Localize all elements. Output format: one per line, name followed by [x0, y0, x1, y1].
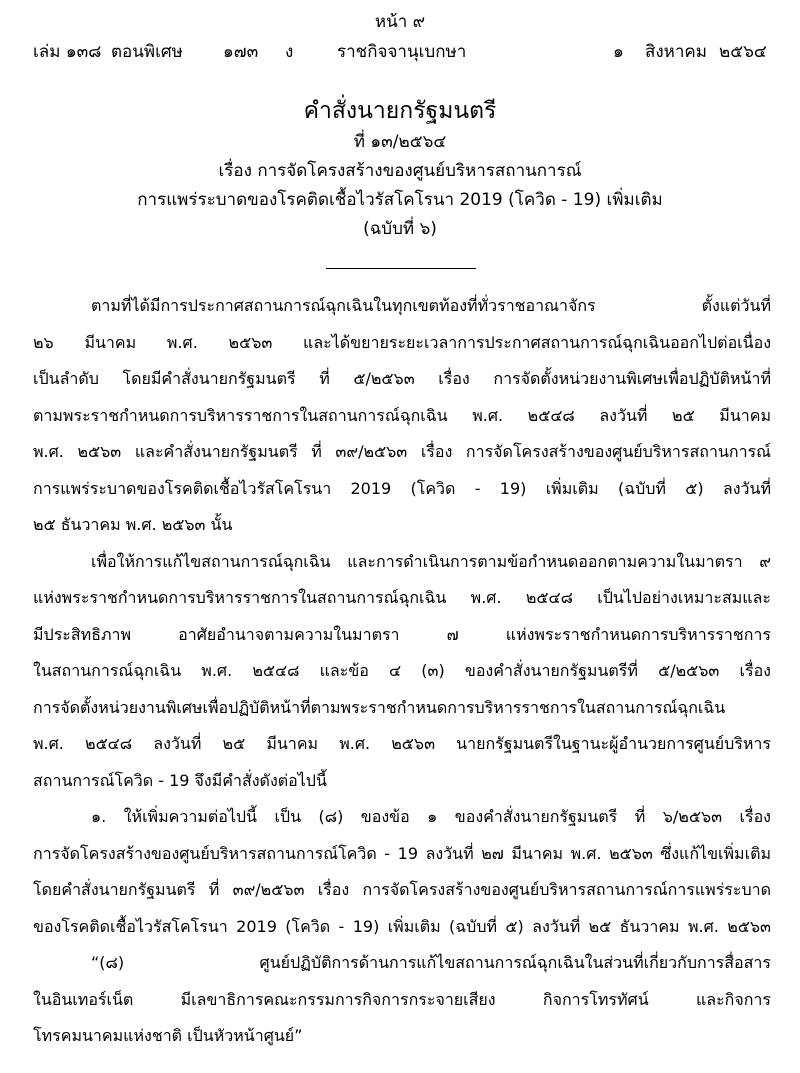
body-line: มีประสิทธิภาพ อาศัยอำนาจตามความในมาตรา ๗ แห่งพระราชกำหนดการบริหารราชการ — [33, 624, 771, 644]
body-line: พ.ศ. ๒๕๔๘ ลงวันที่ ๒๕ มีนาคม พ.ศ. ๒๕๖๓ นายกรัฐมนตรีในฐานะผู้อำนวยการศูนย์บริหาร — [33, 734, 771, 753]
body-line: ในสถานการณ์ฉุกเฉิน พ.ศ. ๒๕๔๘ และข้อ ๔ (๓) ของคำสั่งนายกรัฐมนตรีที่ ๕/๒๕๖๓ เรื่อง — [33, 661, 771, 680]
issue-section: ง — [285, 42, 294, 62]
order-title: คำสั่งนายกรัฐมนตรี — [303, 98, 497, 124]
order-subject-line-2: การแพร่ระบาดของโรคติดเชื้อไวรัสโคโรนา 2019 (โควิด - 19) เพิ่มเติม — [137, 190, 663, 210]
order-subject-line-1: เรื่อง การจัดโครงสร้างของศูนย์บริหารสถานการณ์ — [218, 161, 582, 181]
body-line: ๒๕ ธันวาคม พ.ศ. ๒๕๖๓ นั้น — [33, 515, 233, 534]
body-line: การจัดตั้งหน่วยงานพิเศษเพื่อปฏิบัติหน้าที่ตามพระราชกำหนดการบริหารราชการในสถานการณ์ฉุกเฉิน — [33, 697, 726, 717]
body-line: สถานการณ์โควิด - 19 จึงมีคำสั่งดังต่อไปนี้ — [33, 770, 327, 790]
gazette-name: ราชกิจจานุเบกษา — [337, 42, 467, 62]
body-line: โทรคมนาคมแห่งชาติ เป็นหัวหน้าศูนย์” — [33, 1026, 303, 1045]
order-title-block — [0, 94, 800, 244]
body-line: โดยคำสั่งนายกรัฐมนตรี ที่ ๓๙/๒๕๖๓ เรื่อง การจัดโครงสร้างของศูนย์บริหารสถานการณ์การแพร่ระบาด — [33, 880, 771, 899]
date-year: ๒๕๖๔ — [719, 42, 767, 62]
body-line: ของโรคติดเชื้อไวรัสโคโรนา 2019 (โควิด - 19) เพิ่มเติม (ฉบับที่ ๕) ลงวันที่ ๒๕ ธันวาคม พ.ศ. ๒๕๖๓ — [33, 916, 771, 936]
body-line: “(๘) ศูนย์ปฏิบัติการด้านการแก้ไขสถานการณ์ฉุกเฉินในส่วนที่เกี่ยวกับการสื่อสาร — [91, 953, 771, 972]
body-line: ในอินเทอร์เน็ต มีเลขาธิการคณะกรรมการกิจการกระจายเสียง กิจการโทรทัศน์ และกิจการ — [33, 989, 771, 1009]
body-line: เป็นลำดับ โดยมีคำสั่งนายกรัฐมนตรี ที่ ๕/๒๕๖๓ เรื่อง การจัดตั้งหน่วยงานพิเศษเพื่อปฏิบัติหน้าที่ — [33, 369, 771, 388]
body-line: พ.ศ. ๒๕๖๓ และคำสั่งนายกรัฐมนตรี ที่ ๓๙/๒๕๖๓ เรื่อง การจัดโครงสร้างของศูนย์บริหารสถานการณ์ — [33, 442, 771, 461]
body-line: เพื่อให้การแก้ไขสถานการณ์ฉุกเฉิน และการดำเนินการตามข้อกำหนดออกตามความในมาตรา ๙ — [91, 551, 771, 571]
date-month: สิงหาคม — [645, 42, 708, 62]
issue-number: ๑๗๓ — [223, 42, 259, 62]
running-header — [33, 38, 771, 64]
body-line: ๑. ให้เพิ่มความต่อไปนี้ เป็น (๘) ของข้อ ๑ ของคำสั่งนายกรัฐมนตรี ที่ ๖/๒๕๖๓ เรื่อง — [91, 807, 771, 826]
body-line: ๒๖ มีนาคม พ.ศ. ๒๕๖๓ และได้ขยายระยะเวลาการประกาศสถานการณ์ฉุกเฉินออกไปต่อเนื่อง — [33, 332, 771, 352]
page-number: หน้า ๙ — [374, 12, 426, 32]
body-line: การแพร่ระบาดของโรคติดเชื้อไวรัสโคโรนา 2019 (โควิด - 19) เพิ่มเติม (ฉบับที่ ๕) ลงวันที่ — [33, 478, 771, 498]
body-line: แห่งพระราชกำหนดการบริหารราชการในสถานการณ์ฉุกเฉิน พ.ศ. ๒๕๔๘ เป็นไปอย่างเหมาะสมและ — [33, 588, 771, 607]
body-line: ตามพระราชกำหนดการบริหารราชการในสถานการณ์ฉุกเฉิน พ.ศ. ๒๕๔๘ ลงวันที่ ๒๕ มีนาคม — [33, 405, 771, 425]
issue-label: ตอนพิเศษ — [111, 42, 183, 62]
order-number: ที่ ๑๓/๒๕๖๔ — [353, 132, 447, 152]
gazette-volume: เล่ม ๑๓๘ — [33, 42, 102, 62]
title-divider — [326, 268, 476, 269]
body-line: ตามที่ได้มีการประกาศสถานการณ์ฉุกเฉินในทุกเขตท้องที่ทั่วราชอาณาจักร ตั้งแต่วันที่ — [91, 296, 771, 315]
date-day: ๑ — [613, 42, 624, 62]
order-edition: (ฉบับที่ ๖) — [363, 219, 437, 239]
body-line: การจัดโครงสร้างของศูนย์บริหารสถานการณ์โควิด - 19 ลงวันที่ ๒๗ มีนาคม พ.ศ. ๒๕๖๓ ซึ่งแก้ไขเพิ่มเติม — [33, 843, 771, 863]
order-body — [33, 288, 771, 1055]
